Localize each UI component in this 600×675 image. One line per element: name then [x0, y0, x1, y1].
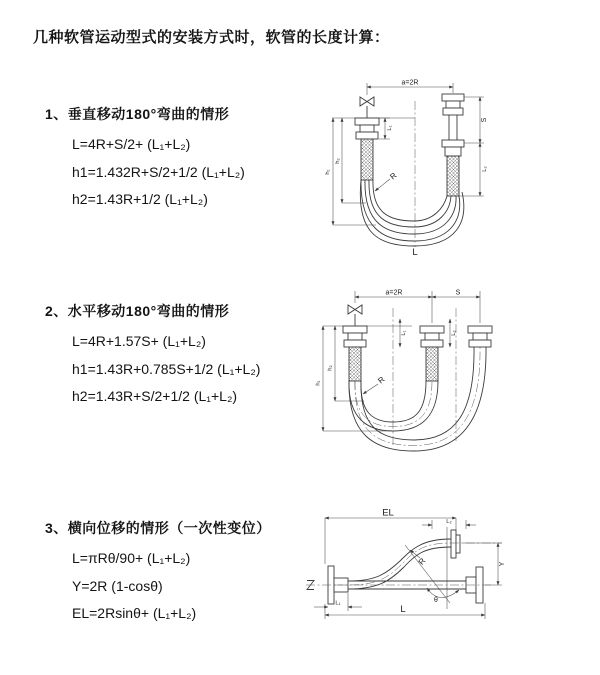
d2-hose-curves	[349, 347, 486, 451]
radius-label: R	[376, 374, 387, 386]
d3-pipes-and-flanges	[307, 530, 483, 604]
dim-label-l1: L₁	[401, 330, 407, 336]
dim-label-l2: L₂	[451, 330, 457, 336]
section-3-text	[45, 518, 271, 628]
d2-pipe-fittings	[343, 305, 492, 381]
d1-pipe-fittings	[355, 94, 464, 196]
dim-label-h1: h₁	[315, 380, 322, 386]
dim-label-l1: L₁	[387, 125, 393, 131]
dim-label-el: EL	[382, 507, 394, 519]
hose-lower-wall	[348, 547, 451, 589]
hose-upper-wall	[348, 539, 451, 581]
dim-label-s: S	[455, 289, 461, 297]
upper-flange-hub	[456, 535, 460, 553]
formula-h2: h2=1.43R+S/2+1/2 (L₁+L₂)	[72, 388, 238, 404]
length-label: L	[400, 604, 406, 615]
section-1-text	[45, 104, 245, 214]
braided-hose-right	[447, 156, 459, 196]
dim-label-l1: L₁	[335, 600, 341, 607]
section-2-formulas	[45, 328, 260, 411]
formula-h2: h2=1.43R+1/2 (L₁+L₂)	[72, 191, 208, 207]
radius-label: R	[416, 556, 428, 567]
dim-label-s: S	[481, 117, 488, 123]
angle-label: θ	[434, 597, 438, 604]
formula-L: L=4R+1.57S+ (L₁+L₂)	[72, 333, 206, 349]
braided-hose-center	[426, 347, 438, 381]
dim-label-y: Y	[499, 561, 506, 567]
dim-label-l2: L₂	[482, 166, 488, 172]
braided-hose-left	[361, 139, 373, 180]
diagram-lateral-displacement	[298, 505, 513, 650]
page-title: 几种软管运动型式的安装方式时，软管的长度计算：	[33, 29, 390, 46]
dim-label-l2: L₂	[446, 519, 452, 525]
formula-Y: Y=2R (1-cosθ)	[72, 577, 163, 594]
section-2-text	[45, 301, 260, 411]
dim-label-h2: h₂	[335, 158, 341, 164]
section-1-formulas	[45, 131, 245, 214]
right-flange-top	[442, 94, 464, 115]
valve-icon	[348, 305, 362, 314]
diagram-horizontal-180-bend	[312, 283, 527, 458]
right-flange	[468, 326, 492, 347]
dim-label-span: a=2R	[401, 79, 419, 87]
formula-L: L=πRθ/90+ (L₁+L₂)	[72, 550, 191, 566]
section-3-heading: 3、横向位移的情形（一次性变位）	[45, 520, 271, 536]
radius-chord-line	[405, 545, 450, 603]
center-flange	[420, 326, 444, 347]
dim-label-h1: h₁	[325, 169, 331, 175]
right-flange-bottom	[442, 140, 464, 156]
left-flange	[355, 118, 379, 139]
braided-hose-left	[349, 347, 361, 381]
section-1-heading: 1、垂直移动180°弯曲的情形	[45, 106, 230, 122]
valve-icon	[360, 97, 374, 106]
d2-hose-centerlines	[355, 308, 480, 446]
diagram-vertical-180-bend	[310, 75, 550, 257]
dim-label-span: a=2R	[385, 289, 403, 297]
dim-label-h2: h₂	[327, 365, 334, 371]
left-flange	[343, 326, 367, 347]
section-2-heading: 2、水平移动180°弯曲的情形	[45, 303, 230, 319]
section-3-formulas	[45, 545, 271, 628]
formula-L: L=4R+S/2+ (L₁+L₂)	[72, 136, 191, 152]
d2-dimension-lines	[316, 290, 481, 432]
length-label: L	[412, 247, 418, 257]
formula-h1: h1=1.43R+0.785S+1/2 (L₁+L₂)	[72, 360, 261, 377]
radius-label: R	[388, 170, 399, 182]
formula-EL: EL=2Rsinθ+ (L₁+L₂)	[72, 605, 197, 621]
upper-flange	[451, 530, 456, 558]
formula-h1: h1=1.432R+S/2+1/2 (L₁+L₂)	[72, 163, 245, 180]
